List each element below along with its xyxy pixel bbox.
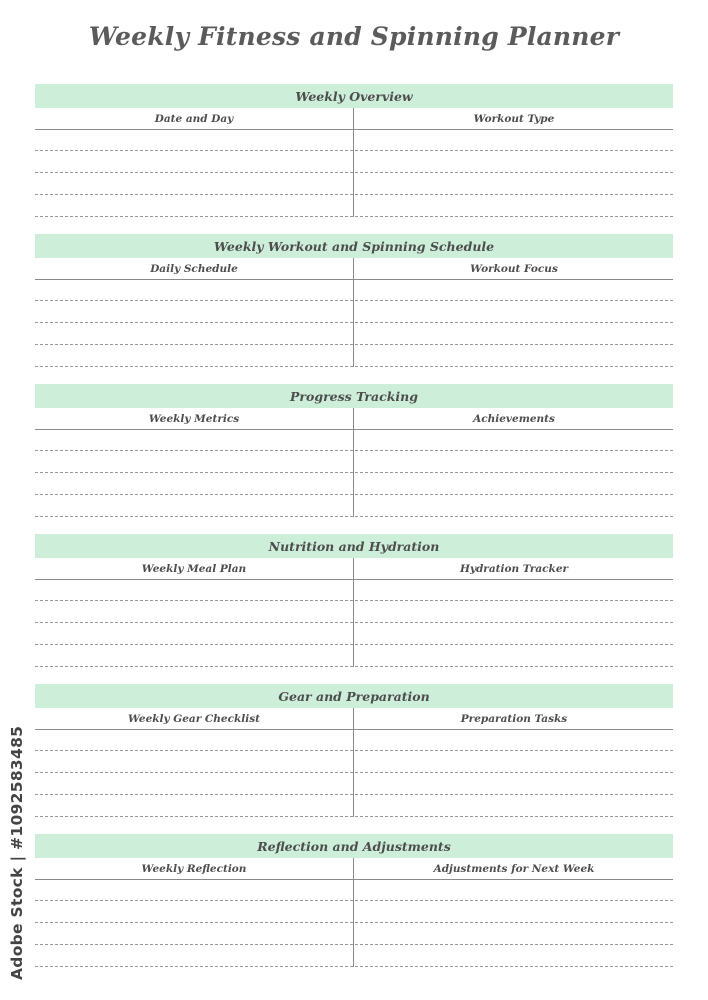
section-heading: Nutrition and Hydration [35,534,673,558]
writing-line[interactable] [35,944,673,945]
column-divider [353,408,354,517]
column-heading-left: Weekly Gear Checklist [127,712,261,725]
writing-line[interactable] [35,344,673,345]
column-divider [353,708,354,817]
column-heading-right: Preparation Tasks [460,712,568,725]
header-rule [35,729,673,730]
column-heading-left: Date and Day [154,112,234,125]
writing-line[interactable] [35,494,673,495]
writing-line[interactable] [35,966,673,967]
column-heading-left: Weekly Meal Plan [141,562,247,575]
header-rule [35,429,673,430]
column-divider [353,558,354,667]
section-heading: Weekly Overview [35,84,673,108]
column-heading-right: Workout Focus [470,262,558,275]
header-rule [35,879,673,880]
writing-line[interactable] [35,816,673,817]
header-rule [35,129,673,130]
page-title: Weekly Fitness and Spinning Planner [88,22,620,51]
writing-line[interactable] [35,366,673,367]
section-heading: Progress Tracking [35,384,673,408]
column-divider [353,108,354,217]
header-rule [35,279,673,280]
planner-section [35,234,673,368]
column-heading-left: Weekly Reflection [141,862,247,875]
planner-section [35,534,673,668]
writing-line[interactable] [35,450,673,451]
writing-line[interactable] [35,600,673,601]
writing-line[interactable] [35,622,673,623]
column-heading-left: Daily Schedule [150,262,238,275]
writing-line[interactable] [35,750,673,751]
writing-line[interactable] [35,216,673,217]
stock-credit: Adobe Stock | #1092583485 [8,725,26,980]
header-rule [35,579,673,580]
writing-line[interactable] [35,516,673,517]
writing-line[interactable] [35,172,673,173]
writing-line[interactable] [35,150,673,151]
column-heading-right: Workout Type [473,112,555,125]
planner-section [35,84,673,218]
writing-line[interactable] [35,644,673,645]
column-heading-left: Weekly Metrics [148,412,240,425]
planner-section [35,384,673,518]
column-divider [353,858,354,967]
writing-line[interactable] [35,194,673,195]
writing-line[interactable] [35,772,673,773]
writing-line[interactable] [35,922,673,923]
writing-line[interactable] [35,666,673,667]
column-heading-right: Adjustments for Next Week [433,862,595,875]
section-heading: Gear and Preparation [35,684,673,708]
planner-section [35,834,673,968]
section-heading: Reflection and Adjustments [35,834,673,858]
writing-line[interactable] [35,900,673,901]
column-heading-right: Achievements [473,412,555,425]
writing-line[interactable] [35,300,673,301]
column-divider [353,258,354,367]
section-heading: Weekly Workout and Spinning Schedule [35,234,673,258]
writing-line[interactable] [35,322,673,323]
planner-section [35,684,673,818]
writing-line[interactable] [35,472,673,473]
column-heading-right: Hydration Tracker [459,562,569,575]
writing-line[interactable] [35,794,673,795]
